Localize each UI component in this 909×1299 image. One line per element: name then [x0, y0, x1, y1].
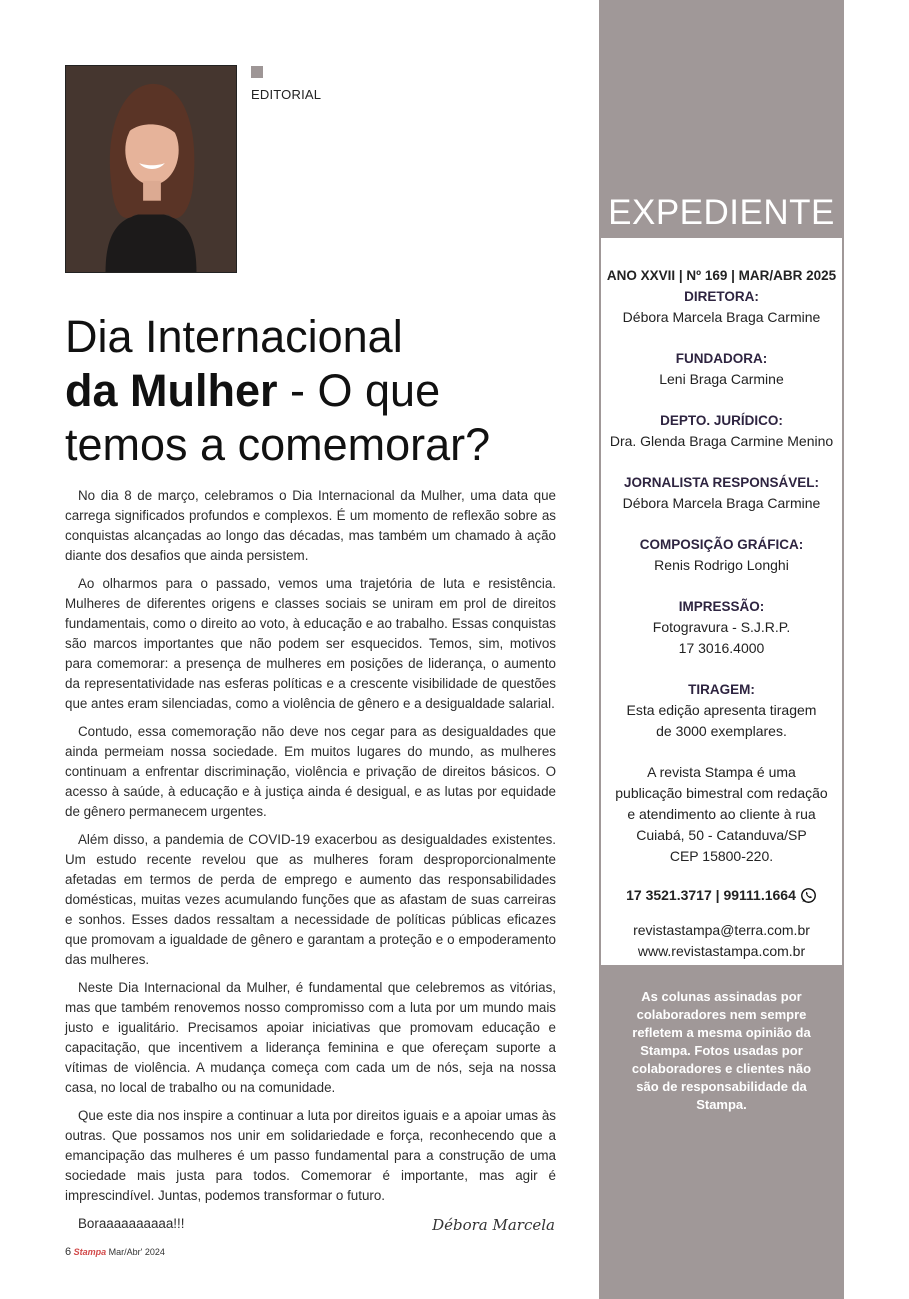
credit-juridico	[601, 410, 842, 452]
footer-brand: Stampa	[73, 1247, 107, 1257]
credit-value: de 3000 exemplares.	[656, 723, 787, 739]
credit-tiragem	[601, 679, 842, 742]
section-marker	[251, 66, 263, 78]
email-link[interactable]: revistastampa@terra.com.br	[633, 922, 810, 938]
credit-value: Renis Rodrigo Longhi	[654, 557, 789, 573]
about-line: publicação bimestral com redação	[615, 785, 828, 801]
credit-label: DIRETORA:	[684, 289, 759, 304]
section-label: EDITORIAL	[251, 87, 322, 102]
about-line: CEP 15800-220.	[669, 848, 774, 864]
portrait-illustration	[66, 66, 236, 272]
expediente-title: EXPEDIENTE	[608, 193, 835, 232]
about-line: Cuiabá, 50 - Catanduva/SP	[636, 827, 807, 843]
credit-label: JORNALISTA RESPONSÁVEL:	[623, 475, 820, 490]
issue-info: ANO XXVII | Nº 169 | MAR/ABR 2025	[606, 268, 837, 283]
phone-numbers	[601, 885, 842, 906]
headline-line2-rest: - O que	[277, 365, 441, 416]
credit-label: COMPOSIÇÃO GRÁFICA:	[639, 537, 804, 552]
credit-fundadora	[601, 348, 842, 390]
credit-impressao	[601, 596, 842, 659]
contact-info	[601, 920, 842, 962]
credit-label: FUNDADORA:	[675, 351, 768, 366]
phone-text[interactable]: 17 3521.3717 | 99111.1664	[626, 887, 796, 903]
headline	[65, 310, 585, 472]
credit-composicao	[601, 534, 842, 576]
article-paragraph: Neste Dia Internacional da Mulher, é fundamental que celebremos as vitórias, mas que também renovemos nosso compromisso com a luta por um mundo mais justo e igualitário. Precisamos apoiar iniciativas que promovam educação e capacitação, que incentivem a liderança feminina e que ofereçam suporte a vítimas de violência. A mudança começa com cada um de nós, seja na nossa casa, no local de trabalho ou na comunidade.	[65, 980, 556, 1095]
credit-value: Dra. Glenda Braga Carmine Menino	[609, 433, 834, 449]
headline-line3: temos a comemorar?	[65, 419, 491, 470]
disclaimer-text: As colunas assinadas por colaboradores nem sempre refletem a mesma opinião da Stampa. Fotos usadas por colaboradores e clientes não são de responsabilidade da Stampa.	[631, 989, 812, 1112]
about-magazine	[601, 762, 842, 867]
credit-label: DEPTO. JURÍDICO:	[660, 413, 783, 428]
credit-value: Leni Braga Carmine	[659, 371, 784, 387]
about-line: e atendimento ao cliente à rua	[627, 806, 816, 822]
website-link[interactable]: www.revistastampa.com.br	[637, 943, 806, 959]
article-paragraph: Contudo, essa comemoração não deve nos cegar para as desigualdades que ainda permeiam nossa sociedade. Em muitos lugares do mundo, as mulheres continuam a enfrentar discriminação, violência e privação de direitos básicos. O acesso à saúde, à educação e à justiça ainda é desigual, e as lutas por equidade de gênero permanecem urgentes.	[65, 724, 556, 819]
credit-value: Débora Marcela Braga Carmine	[622, 495, 821, 511]
whatsapp-icon	[800, 887, 817, 904]
page-number: 6	[65, 1246, 72, 1258]
author-signature: Débora Marcela	[432, 1216, 555, 1234]
footer-edition: Mar/Abr' 2024	[108, 1247, 165, 1257]
expediente-box	[601, 238, 842, 965]
headline-line2-bold: da Mulher	[65, 365, 278, 416]
credit-diretora	[601, 286, 842, 328]
article-paragraph: Além disso, a pandemia de COVID-19 exacerbou as desigualdades existentes. Um estudo recente revelou que as mulheres foram desproporcionalmente afetadas em termos de perda de emprego e aumento das responsabilidades domésticas, muitas vezes acumulando funções que as afastam de suas carreiras e sonhos. Esses dados ressaltam a necessidade de políticas públicas eficazes que promovam a igualdade de gênero e garantam a proteção e o empoderamento das mulheres.	[65, 832, 556, 967]
credit-value: 17 3016.4000	[678, 640, 765, 656]
credit-value: Esta edição apresenta tiragem	[626, 702, 817, 718]
credit-jornalista	[601, 472, 842, 514]
article-paragraph: Que este dia nos inspire a continuar a luta por direitos iguais e a apoiar umas às outras. Que possamos nos unir em solidariedade e força, reconhecendo que a emancipação das mulheres é um passo fundamental para a construção de uma sociedade mais justa para todos. Comemorar é importante, mas agir é imprescindível. Juntas, podemos transformar o futuro.	[65, 1108, 556, 1203]
credit-value: Débora Marcela Braga Carmine	[622, 309, 821, 325]
expediente-sidebar	[599, 0, 844, 1299]
credit-label: TIRAGEM:	[688, 682, 755, 697]
article-body	[65, 486, 556, 1242]
article-paragraph: No dia 8 de março, celebramos o Dia Internacional da Mulher, uma data que carrega significados profundos e complexos. É um momento de reflexão sobre as conquistas alcançadas ao longo das décadas, mas também um chamado à ação diante dos desafios que ainda persistem.	[65, 488, 556, 563]
page-footer	[65, 1246, 165, 1258]
author-photo	[65, 65, 237, 273]
article-paragraph: Ao olharmos para o passado, vemos uma trajetória de luta e resistência. Mulheres de diferentes origens e classes sociais se uniram em prol de direitos fundamentais, como o direito ao voto, à educação e ao trabalho. Essas conquistas são marcos importantes que não podem ser esquecidos. Temos, sim, motivos para comemorar: a presença de mulheres em posições de liderança, o aumento da representatividade nas esferas políticas e a crescente visibilidade de questões que antes eram silenciadas, como a violência de gênero e a desigualdade salarial.	[65, 576, 556, 711]
headline-line1: Dia Internacional	[65, 311, 403, 362]
credit-value: Fotogravura - S.J.R.P.	[652, 619, 791, 635]
about-line: A revista Stampa é uma	[647, 764, 796, 780]
article-paragraph: Boraaaaaaaaaa!!!	[78, 1216, 185, 1231]
credit-label: IMPRESSÃO:	[678, 599, 765, 614]
